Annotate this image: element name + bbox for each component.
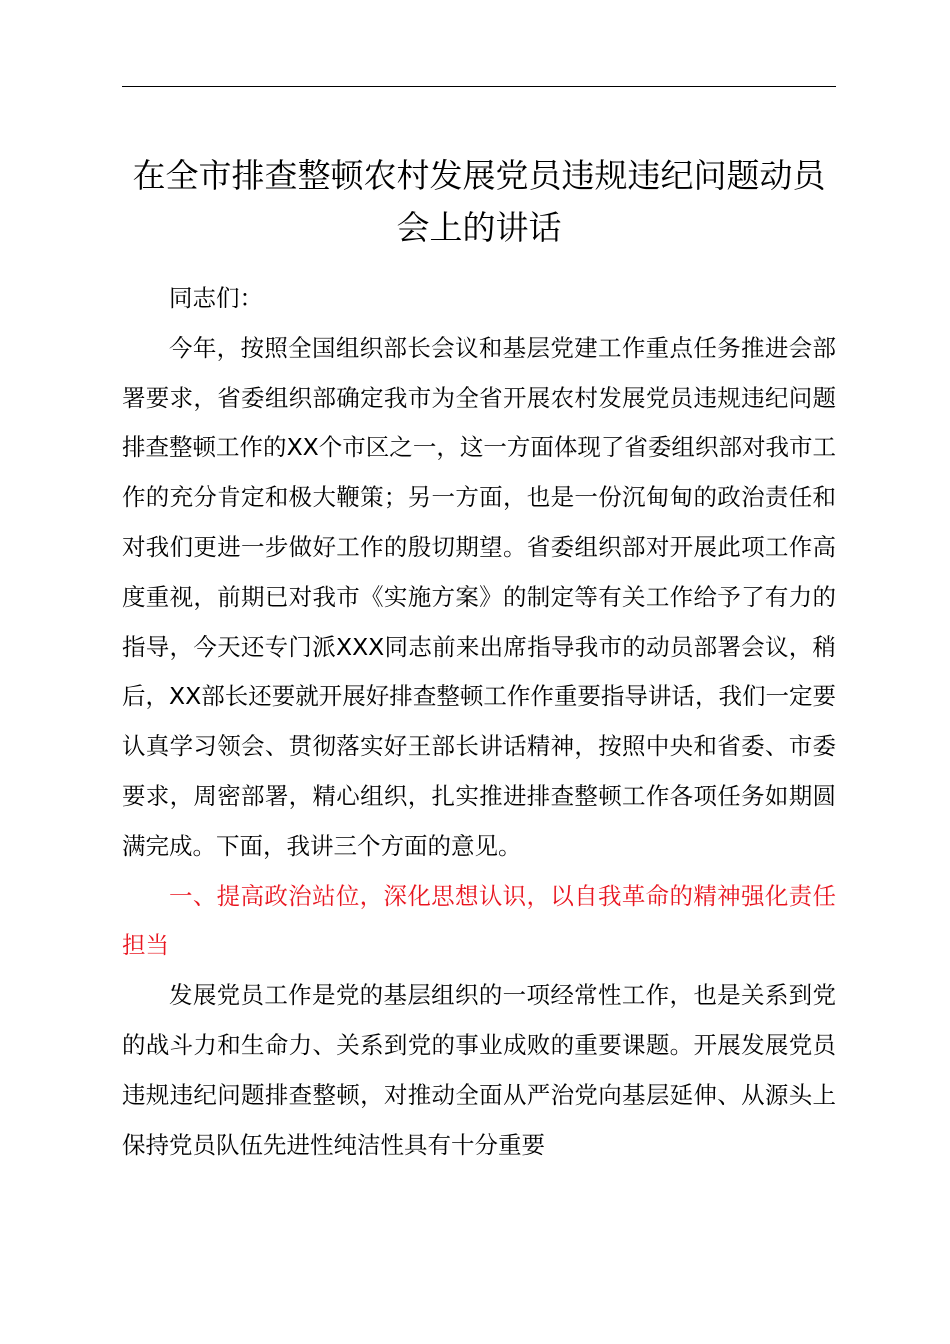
section-heading: 一、提高政治站位，深化思想认识，以自我革命的精神强化责任担当 <box>122 881 836 960</box>
body-paragraph: 发展党员工作是党的基层组织的一项经常性工作，也是关系到党的战斗力和生命力、关系到党的事业成败的重要课题。开展发展党员违规违纪问题排查整顿，对推动全面从严治党向基层延伸、从源头上保持党员队伍先进性纯洁性具有十分重要 <box>122 981 836 1159</box>
body-paragraph: 今年，按照全国组织部长会议和基层党建工作重点任务推进会部署要求，省委组织部确定我市为全省开展农村发展党员违规违纪问题排查整顿工作的XX个市区之一，这一方面体现了省委组织部对我市工作的充分肯定和极大鞭策；另一方面，也是一份沉甸甸的政治责任和对我们更进一步做好工作的殷切期望。省委组织部对开展此项工作高度重视，前期已对我市《实施方案》的制定等有关工作给予了有力的指导，今天还专门派XXX同志前来出席指导我市的动员部署会议，稍后，XX部长还要就开展好排查整顿工作作重要指导讲话，我们一定要认真学习领会、贯彻落实好王部长讲话精神，按照中央和省委、市委要求，周密部署，精心组织，扎实推进排查整顿工作各项任务如期圆满完成。下面，我讲三个方面的意见。 <box>122 333 836 860</box>
salutation: 同志们： <box>169 284 263 312</box>
document-title: 在全市排查整顿农村发展党员违规违纪问题动员会上的讲话 <box>132 156 826 247</box>
header-rule <box>122 86 836 87</box>
document-body <box>122 274 836 1170</box>
